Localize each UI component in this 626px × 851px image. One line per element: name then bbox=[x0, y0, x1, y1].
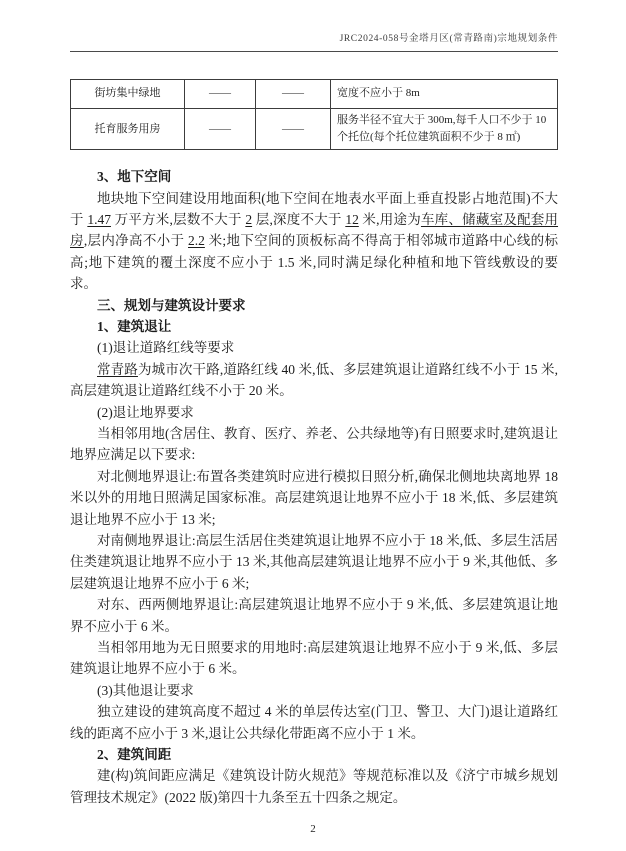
document-body bbox=[70, 166, 558, 808]
paragraph-building-spacing: 建(构)筑间距应满足《建筑设计防火规范》等规范标准以及《济宁市城乡规划管理技术规定》(2022 版)第四十九条至五十四条之规定。 bbox=[70, 768, 558, 805]
paragraph-red-line-title: (1)退让道路红线等要求 bbox=[97, 340, 235, 356]
table-row bbox=[71, 80, 558, 109]
table-cell-dash: —— bbox=[185, 109, 256, 150]
paragraph-north-boundary: 对北侧地界退让:布置各类建筑时应进行模拟日照分析,确保北侧地块离地界 18 米以外的用地日照满足国家标准。高层建筑退让地界不应小于 18 米,低、多层建筑退让地界不应小于 13 米; bbox=[70, 468, 558, 527]
table-cell-label: 街坊集中绿地 bbox=[71, 80, 185, 109]
underlined-value: 车库、储藏室及配套用房 bbox=[70, 211, 559, 249]
paragraph-south-boundary: 对南侧地界退让:高层生活居住类建筑退让地界不应小于 18 米,低、多层生活居住类建筑退让地界不应小于 13 米,其他高层建筑退让地界不应小于 9 米,其他低、多层建筑退让地界不应小于 6 米; bbox=[70, 533, 558, 591]
text-run: 为城市次干路,道路红线 40 米,低、多层建筑退让道路红线不小于 15 米,高层建筑退让道路红线不小于 20 米。 bbox=[70, 361, 559, 399]
planning-conditions-table bbox=[70, 79, 558, 150]
text-run: 地块地下空间建设用地面积(地下空间在地表水平面上垂直投影占地范围)不大于 bbox=[70, 190, 558, 227]
underlined-value: 2.2 bbox=[188, 233, 205, 249]
text-run: 米,用途为 bbox=[358, 211, 421, 227]
table-cell-label: 托育服务用房 bbox=[71, 109, 185, 150]
table-row bbox=[71, 109, 558, 150]
paragraph-no-sunlight: 当相邻用地为无日照要求的用地时:高层建筑退让地界不应小于 9 米,低、多层建筑退让地界不应小于 6 米。 bbox=[70, 640, 558, 677]
paragraph-red-line bbox=[70, 359, 558, 402]
table-cell-requirement: 服务半径不宜大于 300m,每千人口不少于 10 个托位(每个托位建筑面积不少于 8 ㎡) bbox=[331, 109, 558, 150]
paragraph-boundary-title: (2)退让地界要求 bbox=[97, 404, 194, 420]
underlined-road-name: 常青路 bbox=[97, 361, 138, 377]
table-cell-dash: —— bbox=[185, 80, 256, 109]
heading-building-spacing: 2、建筑间距 bbox=[97, 747, 172, 763]
text-run: 万平方米,层数不大于 bbox=[110, 211, 246, 227]
paragraph-other-setback-title: (3)其他退让要求 bbox=[97, 682, 194, 698]
table-cell-requirement: 宽度不应小于 8m bbox=[331, 80, 558, 109]
text-run: 米;地下空间的顶板标高不得高于相邻城市道路中心线的标高;地下建筑的覆土深度不应小于 1.5 米,同时满足绿化种植和地下管线敷设的要求。 bbox=[70, 233, 559, 292]
text-run: 层,深度不大于 bbox=[252, 211, 346, 227]
paragraph-underground-space bbox=[70, 188, 558, 295]
underlined-value: 1.47 bbox=[87, 211, 111, 227]
paragraph-east-west-boundary: 对东、西两侧地界退让:高层建筑退让地界不应小于 9 米,低、多层建筑退让地界不应小于 6 米。 bbox=[70, 597, 558, 634]
document-reference-header: JRC2024-058号金塔月区(常青路南)宗地规划条件 bbox=[70, 30, 558, 52]
heading-underground-space: 3、地下空间 bbox=[97, 169, 172, 185]
paragraph-other-setback: 独立建设的建筑高度不超过 4 米的单层传达室(门卫、警卫、大门)退让道路红线的距离不应小于 3 米,退让公共绿化带距离不应小于 1 米。 bbox=[70, 704, 558, 741]
underlined-value: 12 bbox=[345, 211, 359, 227]
page-number: 2 bbox=[310, 823, 316, 835]
table-cell-dash: —— bbox=[256, 109, 331, 150]
heading-building-setback: 1、建筑退让 bbox=[97, 318, 172, 334]
heading-section-three: 三、规划与建筑设计要求 bbox=[97, 297, 246, 313]
underlined-value: 2 bbox=[245, 211, 253, 227]
text-run: ,层内净高不小于 bbox=[83, 233, 189, 249]
table-cell-dash: —— bbox=[256, 80, 331, 109]
paragraph-boundary-intro: 当相邻用地(含居住、教育、医疗、养老、公共绿地等)有日照要求时,建筑退让地界应满足以下要求: bbox=[70, 425, 558, 463]
